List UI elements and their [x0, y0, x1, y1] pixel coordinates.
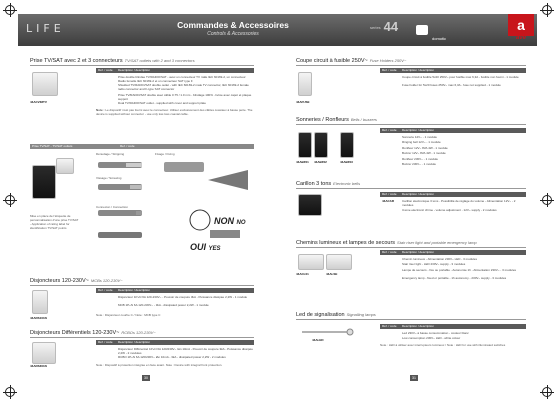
table-header: Réf. / code Description / description	[380, 324, 526, 329]
section-title: Carillon 3 tons Electronic bells	[296, 181, 526, 189]
rcbo-image	[32, 342, 56, 364]
yes-label: OUI YES	[190, 242, 221, 252]
page-number: 30	[142, 375, 150, 381]
fuse-holder-image	[298, 72, 312, 96]
product-code: 44ACL01	[296, 272, 309, 276]
bell-image	[298, 132, 312, 158]
table-row: Lampe de secours - fixe ou portable - Autonomie 1h - Alimentation 230V~ - 3 modules	[402, 268, 516, 272]
domotic-icon	[416, 25, 428, 35]
product-code: 44ALSE	[326, 272, 338, 276]
table-row: MCB 1P+N 6A 120-230V~ - 3kA - dissipated power 2,2W - 1 module	[118, 303, 209, 307]
diagram-caption: Mise en place de l'étiquette de personnalisation d'une prise TV/SAT - Application of rating label for identification TV/SAT points	[30, 214, 79, 230]
table-header: Réf. / code Description / description	[96, 288, 254, 293]
stair-light-image	[298, 254, 324, 270]
tv-sat-outlet-image	[32, 72, 58, 96]
table-row: RCBO 1P+N 6A 120/230V~ I∆n 10mA - 3kA - dissipated power 2,2W - 2 modules	[118, 355, 226, 359]
product-code: 44ACAR	[382, 199, 395, 203]
product-code: 44ABZ01	[296, 160, 309, 164]
page-number: 31	[410, 375, 418, 381]
table-row: 3-tone electronic chime - volume adjustment - 12V~ supply - 2 modules	[402, 208, 497, 212]
step-label: Dénudage / Stripping	[96, 152, 125, 156]
table-row: Sonnerie 12V~ - 1 module	[402, 135, 437, 139]
table-row: Low consumption 230V~ LED - white colour	[402, 336, 461, 340]
table-row: Dual TV/RADIO/SAT outlet - supplied with cover and support plate	[118, 101, 206, 105]
section-title: Led de signalisation Signalling lamps	[296, 312, 526, 320]
registration-mark	[5, 5, 15, 15]
section-title: Sonneries / Ronfleurs Bells / buzzers	[296, 117, 526, 125]
table-header: Réf. / code Description / description	[96, 340, 254, 345]
product-code: 44ALED	[312, 338, 324, 342]
diagram-header: Prise TV/SAT - TV/SAT outlets Ref. / code	[30, 144, 254, 149]
system-label: domotic	[432, 36, 447, 41]
table-header: Réf. / code Description / description	[380, 128, 526, 133]
led-image	[300, 326, 356, 338]
series-badge: series 44	[370, 19, 399, 34]
table-row: Ringing bell 12V~ - 1 module	[402, 140, 441, 144]
table-row: Fuse holder for 5x20 fuses 250V~ max 6,3A - fuse not supplied - 1 module	[402, 83, 501, 87]
outlet-label-image	[32, 165, 56, 199]
section-title: Disjoncteurs Différentiels 120-230V~ RCBOs 120-230V~	[30, 330, 254, 338]
table-row: Prise double blindée TV/RADIO/SAT - avec un connecteur TV mâle IEC 60169-2, un connecteur Radio femelle IEC 60169-2 et un connecteur SAT type F	[118, 75, 246, 83]
registration-mark	[542, 5, 552, 15]
mcb-image	[32, 290, 48, 314]
product-code: 44ABZ02	[314, 160, 327, 164]
chime-image	[298, 194, 322, 216]
table-row: Ronfleur 230V~ - 1 module	[402, 157, 438, 161]
catalog-header	[18, 14, 537, 46]
registration-mark	[542, 195, 552, 205]
table-row: Shielded TV/RADIO/SAT double outlet - with IEC 60169-2 male TV connector, IEC 60169-2 female radio connector and F-type SAT connector	[118, 83, 249, 91]
product-code: 44AFUSE	[296, 100, 310, 104]
table-row: Led 230V~ à basse consommation - couleur blanc	[402, 331, 469, 335]
section-title: Prise TV/SAT avec 2 et 3 connecteurs TV/SAT outlets with 2 and 3 connectors	[30, 58, 254, 66]
table-row: Emergency lamp - fixed or portable - 1h autonomy - 230V~ supply - 3 modules	[402, 276, 507, 280]
table-header: Réf. / code Description / description	[380, 68, 526, 73]
table-header: Réf. / code Description / description	[96, 68, 254, 73]
note: Note : LED à utiliser avec interrupteurs lumineux / Note : LED for use with illuminated switches	[380, 343, 506, 347]
table-header: Réf. / code Description / description	[380, 250, 526, 255]
table-row: Carillon électronique 3 tons - Possibilité de réglage du volume - Alimentation 12V~ - 2 modules	[402, 199, 516, 207]
table-row: Disjoncteur Différentiel 1P+N 6A 120/230V~ I∆n 10mA - Pouvoir de coupure 3kA - Puissance dissipée 2,2W - 2 modules	[118, 347, 253, 355]
registration-mark	[542, 387, 552, 397]
label-holder-image	[56, 158, 74, 174]
connector-diagram-icon	[160, 160, 252, 255]
registration-mark	[5, 387, 15, 397]
section-title: Disjoncteurs 120-230V~ MCBs 120-230V~	[30, 278, 254, 286]
table-row: Buzzer 230V~ - 1 module	[402, 162, 436, 166]
product-code: 44ACV38TV	[30, 100, 47, 104]
table-row: Chemin lumineux - Alimentation 230V~ LED - 3 modules	[402, 257, 477, 261]
table-row: Coupe circuit à fusible 5x20 250V~ pour fusible max 6,3A - fusible non fourni - 1 module	[402, 75, 519, 79]
note: Note : Dispositif à protection intégrée en face avant. Note : Device with integral front protection.	[96, 363, 223, 367]
product-code: 44ADS101N	[30, 316, 47, 320]
registration-mark	[5, 195, 15, 205]
step-label: Connexion / Connection	[96, 205, 129, 209]
section-title: Coupe circuit à fusible 250V~ Fuse Holders 250V~	[296, 58, 526, 66]
table-row: Ronfleur 12V~ 8VA 4W - 1 module	[402, 146, 448, 150]
page-title: Commandes & Accessoires	[177, 20, 289, 30]
note: Note : Le dispositif n'est pas fourni avec le connecteur. Utiliser exclusivement des câbles coaxiaux à basse perte. The device is supplied without connector - use only low-loss coaxial cable.	[96, 108, 253, 116]
table-header: Réf. / code Description / description	[380, 192, 526, 197]
emergency-lamp-image	[326, 254, 352, 270]
table-row: Disjoncteur 1P+N 6A 120-230V~ - Pouvoir de coupure 3kA - Puissance dissipée 2,2W - 1 module	[118, 295, 248, 299]
section-title: Chemins lumineux et lampes de secours Stair riser light and portable emergency lamp	[296, 240, 526, 248]
step-label: Fixage / Fixing	[155, 152, 175, 156]
ave-logo-text: ave	[515, 35, 526, 41]
table-row: Buzzer 12V~ 8VA 4W - 1 module	[402, 151, 446, 155]
page-subtitle: Controls & Accessories	[207, 31, 259, 37]
buzzer-230-image	[340, 132, 354, 158]
ave-logo: a	[508, 14, 534, 36]
product-code: 44ABZ03	[340, 160, 353, 164]
cable-diagram-icon	[96, 158, 151, 253]
no-label: NON NO	[214, 216, 246, 226]
brand-name: LIFE	[26, 22, 65, 35]
buzzer-image	[314, 132, 328, 158]
product-code: 44ADS301N	[30, 364, 47, 368]
table-row: Prise TV/RADIO/SAT double avec câble 0.75 / 1.0 mm - blindage 100% - livrée avec capot et plaque support	[118, 93, 252, 101]
table-row: Stair riser light - LED 230V~ supply - 3 modules	[402, 262, 466, 266]
note: Note : Disjoncteur courbe C / Note : MCB type C	[96, 313, 161, 317]
step-label: Vissage / Screwing	[96, 176, 122, 180]
